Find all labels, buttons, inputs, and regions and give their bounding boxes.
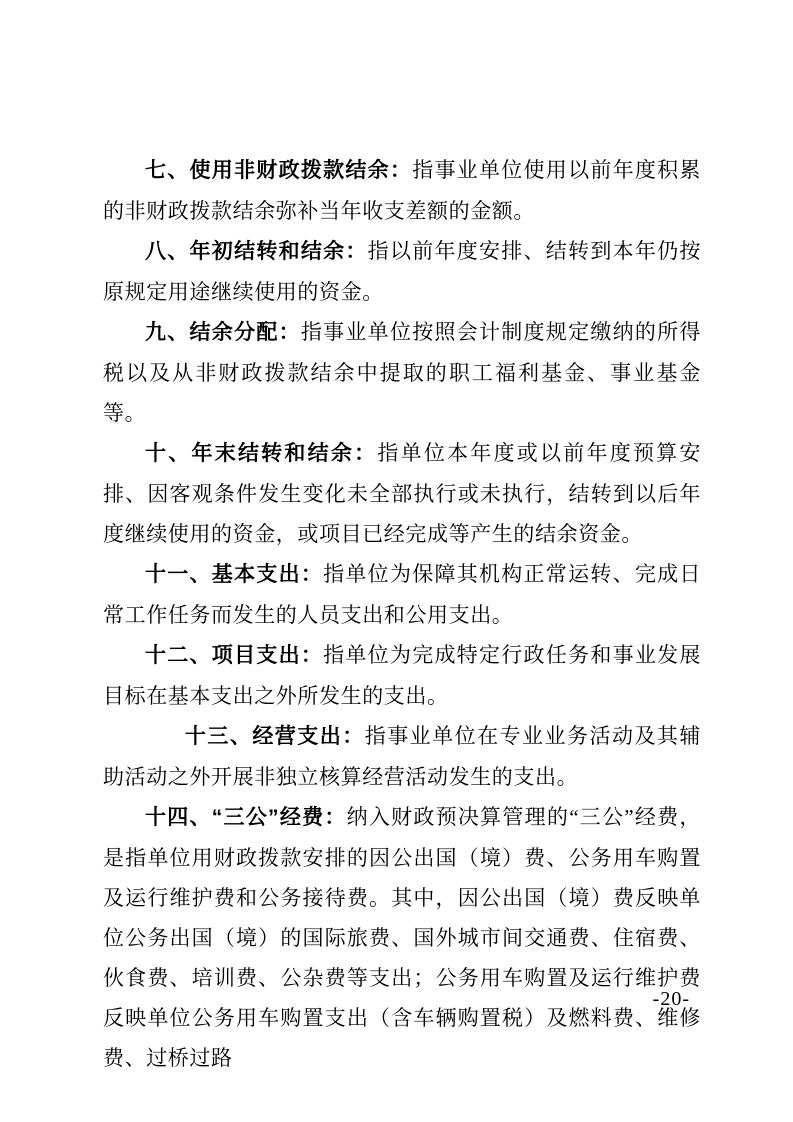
term-label: 七、使用非财政拨款结余： xyxy=(145,159,413,182)
term-label: 十二、项目支出： xyxy=(145,644,324,667)
term-label: 九、结余分配： xyxy=(145,321,301,344)
term-definition: 指单位为完成特定行政任务和事业发展目标在基本支出之外所发生的支出。 xyxy=(103,643,701,708)
glossary-paragraph-14 xyxy=(103,797,701,1078)
term-definition: 指单位为保障其机构正常运转、完成日常工作任务而发生的人员支出和公用支出。 xyxy=(103,562,701,627)
term-label: 十四、“三公”经费： xyxy=(145,806,347,829)
glossary-paragraph-8 xyxy=(103,231,701,312)
term-definition: 指事业单位在专业业务活动及其辅助活动之外开展非独立核算经营活动发生的支出。 xyxy=(103,724,701,789)
term-definition: 指单位本年度或以前年度预算安排、因客观条件发生变化未全部执行或未执行，结转到以后年度继续使用的资金，或项目已经完成等产生的结余资金。 xyxy=(103,441,702,546)
glossary-section xyxy=(103,150,701,1078)
glossary-paragraph-12 xyxy=(103,635,701,716)
term-definition: 纳入财政预决算管理的“三公”经费，是指单位用财政拨款安排的因公出国（境）费、公务用车购置及运行维护费和公务接待费。其中，因公出国（境）费反映单位公务出国（境）的国际旅费、国外城市间交通费、住宿费、伙食费、培训费、公杂费等支出；公务用车购置及运行维护费反映单位公务用车购置支出（含车辆购置税）及燃料费、维修费、过桥过路 xyxy=(103,805,702,1070)
term-label: 十三、经营支出： xyxy=(184,725,365,748)
term-label: 八、年初结转和结余： xyxy=(145,240,368,263)
term-definition: 指以前年度安排、结转到本年仍按原规定用途继续使用的资金。 xyxy=(103,239,702,304)
term-definition: 指事业单位使用以前年度积累的非财政拨款结余弥补当年收支差额的金额。 xyxy=(103,158,701,223)
glossary-paragraph-9 xyxy=(103,312,701,433)
glossary-paragraph-11 xyxy=(103,554,701,635)
term-definition: 指事业单位按照会计制度规定缴纳的所得税以及从非财政拨款结余中提取的职工福利基金、事业基金等。 xyxy=(103,320,701,425)
glossary-paragraph-7 xyxy=(103,150,701,231)
term-label: 十一、基本支出： xyxy=(145,563,324,586)
page-number: -20- xyxy=(652,988,690,1010)
glossary-paragraph-13 xyxy=(103,716,701,797)
term-label: 十、年末结转和结余： xyxy=(145,442,378,465)
glossary-paragraph-10 xyxy=(103,433,701,554)
